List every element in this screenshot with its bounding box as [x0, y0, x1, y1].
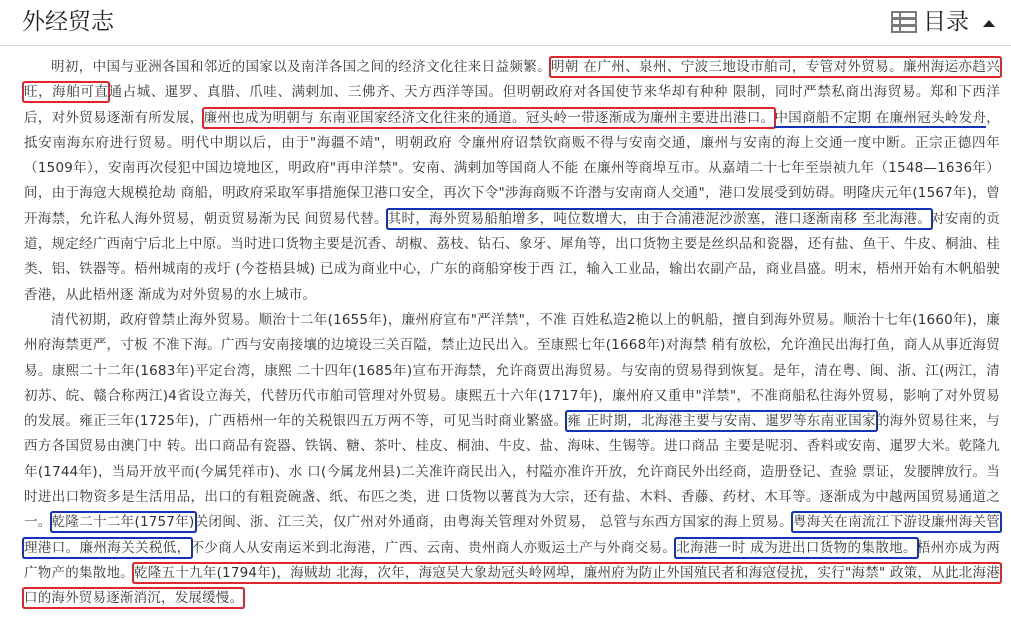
highlight-blue-distribution-hub: 北海港一时 成为进出口货物的集散地。 — [676, 539, 917, 556]
paragraph-ming — [24, 55, 1000, 308]
toc-toggle-button[interactable] — [891, 6, 995, 38]
highlight-blue-customs: 粤海关在南流江下游设廉州海关管理港口。廉州海关关税低， — [24, 514, 1001, 556]
article-body — [24, 55, 1000, 612]
highlight-red-guantouling: 廉州也成为明朝与 东南亚国家经济文化往来的通道。冠头岭一带逐渐成为廉州主要进出港口。 — [203, 109, 775, 126]
text-segment: 明初，中国与亚洲各国和邻近的国家以及南洋各国之间的经济文化往来日益频繁。 — [51, 59, 552, 75]
caret-up-icon[interactable] — [983, 20, 995, 27]
highlight-red-shibosi: 明朝 在广州、泉州、宁波三地设市舶司，专管对外贸易。廉州海运亦趋兴旺，海舶可直 — [24, 59, 1000, 101]
text-segment: 清代初期，政府曾禁止海外贸易。顺治十二年(1655年)，廉州府宣布"严洋禁"，不准 百姓私造2桅以上的帆船，擅自到海外贸易。顺治十七年(1660年)，廉州府海禁更严，寸板 不准下海。广西与安南接壤的边境设三关百隘，禁止边民出入。至康熙七年(1668年)对海禁 稍有放松，允许渔民出海打鱼，商人从事近海贸易。康熙二十二年(1683年)平定台湾，康熙 二十四年(1685年)宣布开海禁，允许商贾出海贸易。与安南的贸易得到恢复。是年，清在粤、闽、浙、江(两江，清初苏、皖、赣合称两江)4省设立海关，代替历代市舶司管理对外贸易。康熙五十六年(1717年)，廉州府又重申"洋禁"，不准商船私往海外贸易，影响了对外贸易 的发展。雍正三年(1725年)，广西梧州一年的关税银四五万两不等，可见当时商业繁盛。 — [24, 311, 1000, 430]
section-header — [0, 0, 1011, 46]
text-segment: 不少商人从安南运米到北海港，广西、云南、贵州商人亦贩运土产与外商交易。 — [190, 539, 677, 556]
toc-label: 目录 — [923, 9, 969, 35]
highlight-red-sea-ban: 乾隆五十九年(1794年)，海贼劫 北海，次年，海寇吴大象劫冠头岭网埠，廉州府为防止外国殖民者和海寇侵扰，实行"海禁" 政策，从此北海港口的海外贸易逐渐消沉，发展缓慢。 — [24, 564, 1000, 607]
section-title: 外经贸志 — [22, 9, 114, 35]
text-segment: 关闭闽、浙、江三关，仅广州对外通商，由粤海关管理对外贸易， 总管与东西方国家的海上贸易。 — [194, 514, 793, 531]
text-segment: ，抵安南海东府进行贸易。明代中期以后，由于"海疆不靖"，明朝政府 令廉州府诏禁钦商贩不得与安南交通，廉州与安南的海上交通一度中断。正宗正德四年（1509年），安南再次侵犯中国边境地区，明政府"再申洋禁"。安南、满剌加等国商人不能 在廉州等商埠互市。从嘉靖二十七年至崇祯九年（1548—1636年）间，由于海寇大规模抢劫 商船，明政府采取军事措施保卫港口安全，再次下令"涉海商贩不许潜与安南商人交通"，港口发展受到妨碍。明隆庆元年(1567年)，曾开海禁，允许私人海外贸易，朝贡贸易渐为民 间贸易代替。 — [24, 109, 1000, 227]
list-icon — [891, 11, 917, 33]
underline-blue-merchant-ships: 中国商船不定期 在廉州冠头岭发舟 — [774, 109, 987, 126]
text-segment: 的海外贸易往来，与西方各国贸易由澳门中 转。出口商品有瓷器、铁锅、糖、茶叶、桂皮、桐油、牛皮、盐、海味、生锡等。进口商品 主要是呢羽、香料或安南、暹罗大米。乾隆九年(1744年)，当局开放平而(今属凭祥市)、水 口(今属龙州县)二关准许商民出入，村隘亦准许开放，允许商民外出经商，造册登记、查验 票证，发腰牌放行。当时进出口物资多是生活用品，出口的有粗瓷碗盏、纸、布匹之类，进 口货物以薯莨为大宗，还有盐、木料、香藤、药材、木耳等。逐渐成为中越两国贸易通道之 一。 — [24, 413, 1000, 531]
highlight-blue-beihai-move: 其时，海外贸易船舶增多，吨位数增大，由于合浦港泥沙淤塞，港口逐渐南移 至北海港。 — [387, 210, 932, 227]
highlight-blue-qianlong-1757: 乾隆二十二年(1757年) — [51, 514, 195, 531]
text-segment: 通占城、暹罗、真腊、爪哇、满剌加、三佛齐、天方西洋等国。但明朝政府对各国使节来华却有种种 限制，同时严禁私商出海贸易。郑和下西洋后，对外贸易逐渐有所发展， — [24, 84, 1000, 126]
text-segment: 对安南的贡道，规定经广西南宁后北上中原。当时进口货物主要是沉香、胡椒、荔枝、钻石、象牙、犀角等，出口货物主要是丝织品和瓷器，还有盐、鱼干、牛皮、桐油、桂类、铝、铁器等。梧州城南的戎圩 (今苍梧县城) 已成为商业中心，广东的商船穿梭于西 江，输入工业品，输出农副产品，商业昌盛。明末，梧州开始有木帆船驶香港，从此梧州逐 渐成为对外贸易的水上城市。 — [24, 210, 1000, 303]
paragraph-qing — [24, 308, 1000, 612]
text-segment: 梧州亦成为两广物产的集散地。 — [24, 539, 1000, 581]
highlight-blue-yongzheng: 雍 正时期，北海港主要与安南、暹罗等东南亚国家 — [567, 413, 876, 430]
